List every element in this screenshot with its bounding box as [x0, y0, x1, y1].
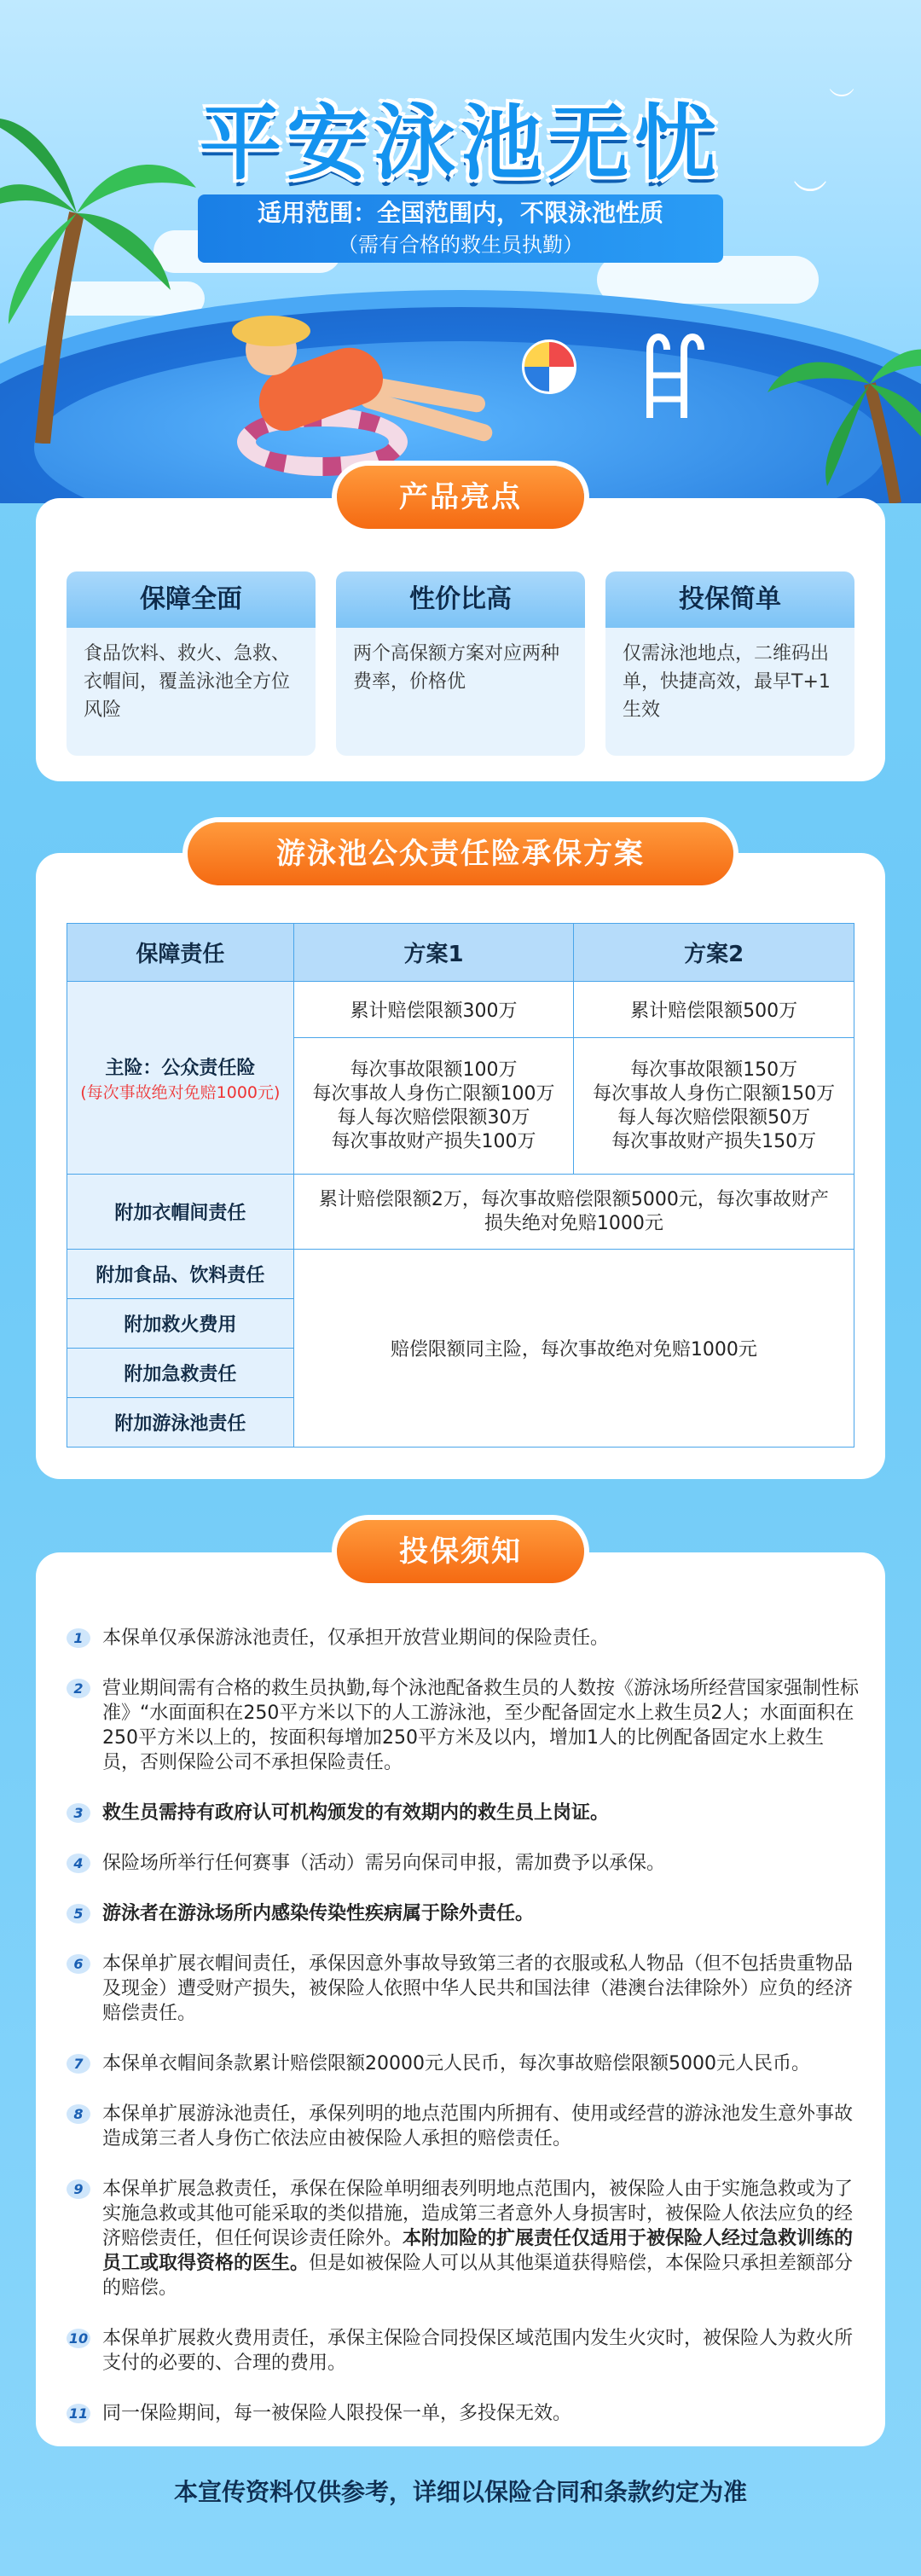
notice-text: 本保单衣帽间条款累计赔偿限额20000元人民币，每次事故赔偿限额5000元人民币。	[102, 2053, 810, 2074]
notice-text: 本附加险的扩展责任仅适用于被保险人经过急救训练的员工或取得资格的医生。	[102, 2228, 854, 2274]
table-cell: 累计赔偿限额500万	[574, 982, 854, 1038]
table-header-row	[67, 924, 854, 982]
notice-text: 游泳者在游泳场所内感染传染性疾病属于除外责任。	[102, 1903, 535, 1924]
notice-title	[337, 1520, 584, 1583]
highlight-item	[336, 571, 585, 756]
notice-number: 1	[67, 1628, 90, 1648]
plan-table	[67, 923, 854, 1448]
seagull-icon: ︶	[829, 87, 854, 117]
plan-card	[36, 837, 885, 1479]
limit-line: 每次事故财产损失100万	[331, 1130, 536, 1152]
notice-number: 8	[67, 2104, 90, 2124]
main-insurance-note: (每次事故绝对免赔1000元)	[80, 1082, 281, 1102]
extra-label: 附加救火费用	[67, 1299, 294, 1349]
notice-number: 6	[67, 1954, 90, 1974]
cloakroom-label: 附加衣帽间责任	[67, 1175, 294, 1250]
plan-title	[188, 822, 733, 885]
scope-note: （需有合格的救生员执勤）	[338, 233, 583, 257]
notice-number: 9	[67, 2179, 90, 2199]
scope-banner	[198, 194, 723, 263]
disclaimer-footer: 本宣传资料仅供参考，详细以保险合同和条款约定为准	[173, 2478, 747, 2506]
table-header: 方案1	[293, 924, 574, 982]
limit-line: 每次事故人身伤亡限额100万	[312, 1082, 555, 1105]
notice-item	[67, 2177, 860, 2300]
highlight-item	[67, 571, 316, 756]
highlight-item	[605, 571, 854, 756]
notice-item	[67, 1676, 860, 1775]
notice-text: 本保单仅承保游泳池责任，仅承担开放营业期间的保险责任。	[102, 1627, 610, 1649]
notice-text: 本保单扩展游泳池责任，承保列明的地点范围内所拥有、使用或经营的游泳池发生意外事故造成第三者人身伤亡依法应由被保险人承担的赔偿责任。	[102, 2103, 854, 2150]
notice-number: 2	[67, 1679, 90, 1698]
highlight-title: 投保简单	[605, 571, 854, 628]
hero-banner	[0, 0, 921, 503]
pool-ladder-icon	[641, 324, 710, 418]
limit-line: 每次事故限额150万	[630, 1059, 798, 1081]
notice-title-text: 投保须知	[399, 1535, 522, 1569]
notice-text: 保险场所举行任何赛事（活动）需另向保司申报，需加费予以承保。	[102, 1853, 666, 1874]
notice-text: 本保单扩展救火费用责任，承保主保险合同投保区域范围内发生火灾时，被保险人为救火所支付的必要的、合理的费用。	[102, 2328, 854, 2374]
limit-line: 每次事故限额100万	[350, 1059, 518, 1081]
notice-number: 11	[67, 2404, 90, 2423]
notice-item	[67, 1801, 860, 1825]
notice-list	[67, 1626, 860, 2451]
highlights-title-text: 产品亮点	[399, 480, 522, 514]
notice-card	[36, 1535, 885, 2446]
table-row	[67, 982, 854, 1038]
notice-text: 同一保险期间，每一被保险人限投保一单，多投保无效。	[102, 2403, 572, 2424]
highlights-title	[337, 466, 584, 529]
notice-text: 本保单扩展衣帽间责任，承保因意外事故导致第三者的衣服或私人物品（但不包括贵重物品及现金）遭受财产损失，被保险人依照中华人民共和国法律（港澳台法律除外）应负的经济赔偿责任。	[102, 1953, 854, 2024]
highlight-title: 性价比高	[336, 571, 585, 628]
main-insurance-cell	[67, 982, 294, 1175]
palm-tree-right-icon	[768, 281, 921, 503]
cloakroom-text: 累计赔偿限额2万，每次事故赔偿限额5000元，每次事故财产损失绝对免赔1000元	[293, 1175, 854, 1250]
beach-ball-icon	[522, 339, 576, 394]
notice-number: 10	[67, 2329, 90, 2348]
notice-text: 救生员需持有政府认可机构颁发的有效期内的救生员上岗证。	[102, 1802, 610, 1824]
extra-text: 赔偿限额同主险，每次事故绝对免赔1000元	[293, 1250, 854, 1448]
limit-line: 每次事故财产损失150万	[611, 1130, 817, 1152]
notice-number: 3	[67, 1803, 90, 1823]
highlight-text: 仅需泳池地点，二维码出单，快捷高效，最早T+1生效	[623, 643, 831, 721]
notice-item	[67, 2326, 860, 2376]
sun-hat-icon	[232, 316, 310, 346]
table-header: 方案2	[574, 924, 854, 982]
extra-label: 附加急救责任	[67, 1349, 294, 1398]
notice-item	[67, 2102, 860, 2151]
notice-number: 7	[67, 2054, 90, 2074]
extra-label: 附加游泳池责任	[67, 1398, 294, 1448]
extra-label: 附加食品、饮料责任	[67, 1250, 294, 1299]
scope-text: 适用范围：全国范围内，不限泳池性质	[257, 199, 663, 227]
notice-item	[67, 1952, 860, 2026]
notice-item	[67, 1901, 860, 1926]
table-header: 保障责任	[67, 924, 294, 982]
seagull-icon: ︶	[793, 178, 827, 218]
limit-line: 每人每次赔偿限额50万	[617, 1106, 811, 1128]
table-row	[67, 1250, 854, 1299]
notice-number: 5	[67, 1904, 90, 1923]
table-row	[67, 1175, 854, 1250]
highlight-text: 两个高保额方案对应两种费率，价格优	[353, 643, 560, 693]
table-cell	[574, 1038, 854, 1175]
notice-text: 本保单扩展急救责任，承保在保险单明细表列明地点范围内，被保险人由于实施急救或为了实施急救或其他可能采取的类似措施，造成第三者意外人身损害时，被保险人依法应负的经济赔偿责任，但任何误诊责任除外。	[102, 2179, 854, 2249]
notice-item	[67, 1851, 860, 1876]
highlight-title: 保障全面	[67, 571, 316, 628]
table-cell	[293, 1038, 574, 1175]
notice-item	[67, 1626, 860, 1651]
notice-item	[67, 2051, 860, 2076]
plan-title-text: 游泳池公众责任险承保方案	[276, 837, 645, 871]
notice-item	[67, 2401, 860, 2426]
notice-number: 4	[67, 1854, 90, 1873]
notice-text: 营业期间需有合格的救生员执勤,每个泳池配备救生员的人数按《游泳场所经营国家强制性标准》“水面面积在250平方米以下的人工游泳池，至少配备固定水上救生员2人；水面面积在250平方米以上的，按面积每增加250平方米及以内，增加1人的比例配备固定水上救生员，否则保险公司不承担保险责任。	[102, 1678, 859, 1773]
limit-line: 每人每次赔偿限额30万	[337, 1106, 530, 1128]
notice-text: 但是如被保险人可以从其他渠道获得赔偿，本保险只承担差额部分的赔偿。	[102, 2253, 854, 2299]
highlight-text: 食品饮料、救火、急救、衣帽间，覆盖泳池全方位风险	[84, 643, 291, 721]
limit-line: 每次事故人身伤亡限额150万	[593, 1082, 836, 1105]
highlights-card	[36, 480, 885, 781]
page-title: 平安泳池无忧	[200, 96, 721, 191]
table-cell: 累计赔偿限额300万	[293, 982, 574, 1038]
main-insurance-label: 主险：公众责任险	[105, 1057, 256, 1079]
